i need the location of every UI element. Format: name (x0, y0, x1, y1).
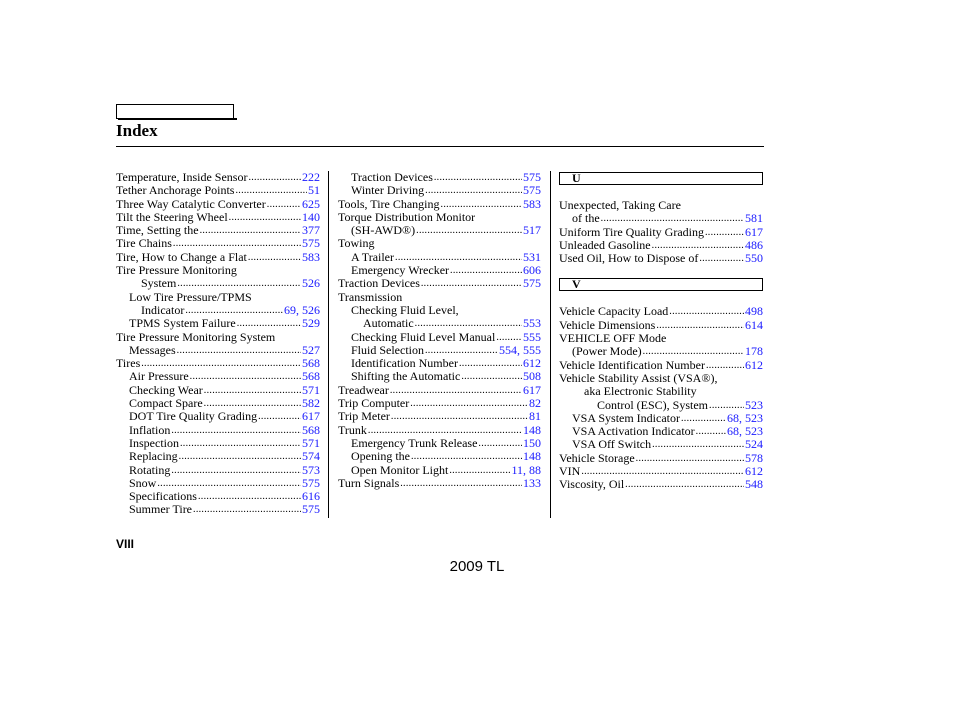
entry-term: Traction Devices (338, 276, 420, 291)
page-link[interactable]: 571 (302, 435, 320, 450)
index-heading: aka Electronic Stability (584, 384, 697, 399)
page-link[interactable]: 11, 88 (511, 462, 541, 477)
index-entry (338, 264, 541, 277)
entry-term: Vehicle Capacity Load (559, 304, 669, 319)
index-entry (116, 171, 320, 184)
index-entry (338, 344, 541, 357)
page-title: Index (116, 121, 158, 140)
dot-leader (410, 450, 522, 463)
entry-term: Temperature, Inside Sensor (116, 170, 248, 184)
entry-term: Indicator (141, 302, 185, 317)
page-link[interactable]: 68, 523 (727, 424, 763, 439)
entry-term: Shifting the Automatic (351, 369, 461, 384)
index-entry (116, 490, 320, 503)
page-link[interactable]: 523 (745, 397, 763, 412)
header-rule (116, 146, 764, 147)
page-link[interactable]: 583 (302, 249, 320, 264)
page-link[interactable]: 568 (302, 356, 320, 371)
index-entry (559, 478, 763, 491)
page-link[interactable]: 614 (745, 317, 763, 332)
index-entry (116, 211, 320, 224)
entry-term: (SH-AWD®) (351, 223, 416, 238)
index-heading: Unexpected, Taking Care (559, 198, 681, 212)
entry-term: Three Way Catalytic Converter (116, 196, 266, 211)
index-entry (559, 452, 763, 465)
dot-leader (170, 424, 301, 437)
dot-leader (440, 198, 522, 211)
entry-term: Viscosity, Oil (559, 477, 625, 492)
index-heading: Low Tire Pressure/TPMS (129, 289, 252, 304)
index-entry (559, 319, 763, 332)
page-link[interactable]: 581 (745, 211, 763, 226)
index-entry (559, 345, 763, 358)
dot-leader (635, 452, 744, 465)
index-entry (116, 184, 320, 197)
entry-term: of the (572, 211, 600, 226)
dot-leader (477, 437, 522, 450)
page-link[interactable]: 51 (308, 183, 320, 198)
page-link[interactable]: 69, 526 (284, 302, 320, 317)
entry-term: Traction Devices (351, 170, 433, 184)
dot-leader (698, 252, 744, 265)
page-link[interactable]: 140 (302, 209, 320, 224)
index-heading: VEHICLE OFF Mode (559, 331, 667, 346)
page-link[interactable]: 625 (302, 196, 320, 211)
index-entry (559, 412, 763, 425)
dot-leader (179, 437, 301, 450)
entry-term: Tools, Tire Changing (338, 196, 440, 211)
page-link[interactable]: 606 (523, 263, 541, 278)
footer-model: 2009 TL (449, 558, 505, 575)
entry-term: Trip Meter (338, 409, 390, 424)
page-link[interactable]: 529 (302, 316, 320, 331)
dot-leader (448, 464, 510, 477)
index-entry (116, 357, 320, 370)
entry-term: Treadwear (338, 382, 389, 397)
dot-leader (433, 171, 522, 184)
page-link[interactable]: 612 (745, 464, 763, 479)
index-entry (338, 251, 541, 264)
entry-term: VSA Activation Indicator (572, 424, 695, 439)
page-link[interactable]: 377 (302, 223, 320, 238)
dot-leader (409, 397, 528, 410)
entry-term: Checking Wear (129, 382, 203, 397)
entry-term: Summer Tire (129, 502, 193, 517)
dot-leader (199, 224, 301, 237)
dot-leader (197, 490, 301, 503)
entry-term: Snow (129, 475, 157, 490)
entry-term: A Trailer (351, 249, 395, 264)
entry-term: Emergency Trunk Release (351, 435, 478, 450)
dot-leader (651, 438, 744, 451)
index-entry (338, 331, 541, 344)
index-entry (116, 224, 320, 237)
page-link[interactable]: 553 (523, 316, 541, 331)
index-entry (338, 184, 541, 197)
page-link[interactable]: 568 (302, 422, 320, 437)
entry-term: Used Oil, How to Dispose of (559, 251, 699, 266)
index-entry (116, 450, 320, 463)
page-link[interactable]: 531 (523, 249, 541, 264)
dot-leader (203, 397, 301, 410)
page-link[interactable]: 575 (523, 183, 541, 198)
entry-term: Time, Setting the (116, 223, 199, 238)
page-link[interactable]: 517 (523, 223, 541, 238)
dot-leader (266, 198, 301, 211)
dot-leader (247, 251, 301, 264)
entry-term: Tether Anchorage Points (116, 183, 235, 198)
page-link[interactable]: 548 (745, 477, 763, 492)
dot-leader (172, 237, 301, 250)
entry-term: System (141, 276, 177, 291)
entry-term: Rotating (129, 462, 171, 477)
page-link[interactable]: 526 (302, 276, 320, 291)
dot-leader (458, 357, 522, 370)
index-entry (338, 424, 541, 437)
index-entry (338, 317, 541, 330)
page-link[interactable]: 550 (745, 251, 763, 266)
dot-leader (580, 465, 744, 478)
entry-term: Vehicle Identification Number (559, 357, 705, 372)
dot-leader (705, 359, 744, 372)
index-entry (338, 410, 541, 423)
index-entry (116, 464, 320, 477)
entry-term: Emergency Wrecker (351, 263, 450, 278)
page-link[interactable]: 133 (523, 475, 541, 490)
index-entry (559, 399, 763, 412)
dot-leader (415, 224, 522, 237)
column-divider-2 (550, 171, 551, 518)
dot-leader (655, 319, 744, 332)
page-link[interactable]: 617 (523, 382, 541, 397)
index-entry (338, 437, 541, 450)
page-link[interactable]: 583 (523, 196, 541, 211)
entry-term: Compact Spare (129, 396, 203, 411)
page-link[interactable]: 81 (529, 409, 541, 424)
index-entry (338, 397, 541, 410)
index-entry (559, 212, 763, 225)
index-entry (116, 251, 320, 264)
dot-leader (420, 277, 522, 290)
dot-leader (140, 357, 301, 370)
dot-leader (203, 384, 301, 397)
dot-leader (176, 344, 301, 357)
index-entry (116, 304, 320, 317)
index-entry (559, 438, 763, 451)
index-heading: Torque Distribution Monitor (338, 209, 476, 224)
dot-leader (178, 450, 301, 463)
entry-term: Automatic (363, 316, 414, 331)
index-entry (559, 252, 763, 265)
index-entry (338, 464, 541, 477)
page-link[interactable]: 617 (745, 224, 763, 239)
page-link[interactable]: 486 (745, 237, 763, 252)
index-heading: Checking Fluid Level, (351, 302, 459, 317)
entry-term: Open Monitor Light (351, 462, 449, 477)
dot-leader (424, 184, 522, 197)
index-entry (116, 277, 320, 290)
column-divider-1 (328, 171, 329, 518)
index-entry (116, 424, 320, 437)
dot-leader (192, 503, 301, 516)
page-link[interactable]: 527 (302, 342, 320, 357)
entry-term: Vehicle Storage (559, 450, 635, 465)
page-link[interactable]: 578 (745, 450, 763, 465)
dot-leader (414, 317, 522, 330)
dot-leader (708, 399, 744, 412)
entry-term: Unleaded Gasoline (559, 237, 651, 252)
dot-leader (449, 264, 522, 277)
dot-leader (624, 478, 744, 491)
index-entry (559, 465, 763, 478)
entry-term: VSA System Indicator (572, 410, 680, 425)
index-heading: Tire Pressure Monitoring System (116, 329, 276, 344)
index-entry (338, 357, 541, 370)
index-entry (338, 370, 541, 383)
dot-leader (394, 251, 522, 264)
index-entry (116, 437, 320, 450)
index-entry (338, 171, 541, 184)
index-entry (116, 397, 320, 410)
index-entry (559, 239, 763, 252)
page-link[interactable]: 612 (523, 356, 541, 371)
index-column-3 (559, 171, 763, 492)
index-heading: Vehicle Stability Assist (VSA®), (559, 370, 718, 385)
index-entry (116, 503, 320, 516)
index-entry (338, 477, 541, 490)
page-link[interactable]: 568 (302, 369, 320, 384)
index-entry (338, 384, 541, 397)
index-heading: Tire Pressure Monitoring (116, 263, 237, 278)
page-link[interactable]: 508 (523, 369, 541, 384)
index-entry (116, 370, 320, 383)
dot-leader (170, 464, 301, 477)
dot-leader (257, 410, 301, 423)
entry-term: Turn Signals (338, 475, 400, 490)
dot-leader (424, 344, 498, 357)
page-link[interactable]: 582 (302, 396, 320, 411)
entry-term: Inflation (129, 422, 171, 437)
page-link[interactable]: 616 (302, 489, 320, 504)
dot-leader (189, 370, 301, 383)
dot-leader (600, 212, 744, 225)
index-heading: Towing (338, 236, 375, 251)
entry-term: Fluid Selection (351, 342, 424, 357)
entry-term: Tire, How to Change a Flat (116, 249, 247, 264)
page-link[interactable]: 498 (745, 304, 763, 319)
dot-leader (695, 425, 726, 438)
page-link[interactable]: 575 (523, 276, 541, 291)
index-entry (338, 277, 541, 290)
entry-term: VIN (559, 464, 581, 479)
dot-leader (367, 424, 522, 437)
dot-leader (176, 277, 301, 290)
index-entry (559, 425, 763, 438)
index-entry (559, 359, 763, 372)
dot-leader (234, 184, 307, 197)
entry-term: Air Pressure (129, 369, 189, 384)
page-link[interactable]: 575 (302, 475, 320, 490)
section-letter-v: V (559, 278, 763, 291)
entry-term: Opening the (351, 449, 410, 464)
entry-term: Inspection (129, 435, 179, 450)
page-link[interactable]: 68, 523 (727, 410, 763, 425)
page-link[interactable]: 555 (523, 329, 541, 344)
dot-leader (228, 211, 301, 224)
header-tab-box (116, 104, 234, 119)
dot-leader (389, 384, 522, 397)
entry-term: Trunk (338, 422, 367, 437)
dot-leader (651, 239, 744, 252)
page-link[interactable]: 612 (745, 357, 763, 372)
entry-term: VSA Off Switch (572, 437, 652, 452)
dot-leader (184, 304, 283, 317)
index-entry (338, 198, 541, 211)
page-link[interactable]: 148 (523, 449, 541, 464)
entry-term: Tilt the Steering Wheel (116, 209, 228, 224)
page-link[interactable]: 178 (745, 344, 763, 359)
page-number: VIII (116, 537, 135, 551)
entry-term: Control (ESC), System (597, 397, 709, 412)
page-link[interactable]: 150 (523, 435, 541, 450)
index-entry (116, 384, 320, 397)
dot-leader (247, 171, 301, 184)
dot-leader (680, 412, 726, 425)
entry-term: Messages (129, 342, 176, 357)
page-link[interactable]: 575 (302, 502, 320, 517)
entry-term: Replacing (129, 449, 178, 464)
index-heading: Transmission (338, 289, 403, 304)
page-link[interactable]: 617 (302, 409, 320, 424)
entry-term: Winter Driving (351, 183, 425, 198)
dot-leader (495, 331, 522, 344)
dot-leader (156, 477, 301, 490)
page-link[interactable]: 222 (302, 170, 320, 184)
index-entry (116, 410, 320, 423)
index-entry (116, 344, 320, 357)
entry-term: Vehicle Dimensions (559, 317, 656, 332)
page-link[interactable]: 573 (302, 462, 320, 477)
dot-leader (668, 305, 744, 318)
page-link[interactable]: 524 (745, 437, 763, 452)
page-link[interactable]: 574 (302, 449, 320, 464)
dot-leader (236, 317, 301, 330)
index-entry (338, 450, 541, 463)
dot-leader (704, 226, 744, 239)
entry-term: Trip Computer (338, 396, 410, 411)
page-link[interactable]: 571 (302, 382, 320, 397)
dot-leader (642, 345, 744, 358)
page-link[interactable]: 82 (529, 396, 541, 411)
dot-leader (399, 477, 522, 490)
page-link[interactable]: 575 (302, 236, 320, 251)
index-entry (116, 477, 320, 490)
entry-term: DOT Tire Quality Grading (129, 409, 258, 424)
dot-leader (390, 410, 528, 423)
entry-term: Checking Fluid Level Manual (351, 329, 496, 344)
index-entry (116, 198, 320, 211)
index-entry (559, 226, 763, 239)
index-entry (116, 317, 320, 330)
index-entry (338, 224, 541, 237)
index-column-1 (116, 171, 320, 517)
entry-term: (Power Mode) (572, 344, 642, 359)
index-entry (116, 237, 320, 250)
page-link[interactable]: 575 (523, 170, 541, 184)
entry-term: TPMS System Failure (129, 316, 236, 331)
entry-term: Tires (116, 356, 141, 371)
page-link[interactable]: 148 (523, 422, 541, 437)
entry-term: Uniform Tire Quality Grading (559, 224, 704, 239)
index-column-2 (338, 171, 541, 490)
section-letter-u: U (559, 172, 763, 185)
entry-term: Identification Number (351, 356, 458, 371)
page-link[interactable]: 554, 555 (499, 342, 541, 357)
entry-term: Specifications (129, 489, 197, 504)
dot-leader (460, 370, 522, 383)
index-entry (559, 305, 763, 318)
entry-term: Tire Chains (116, 236, 172, 251)
